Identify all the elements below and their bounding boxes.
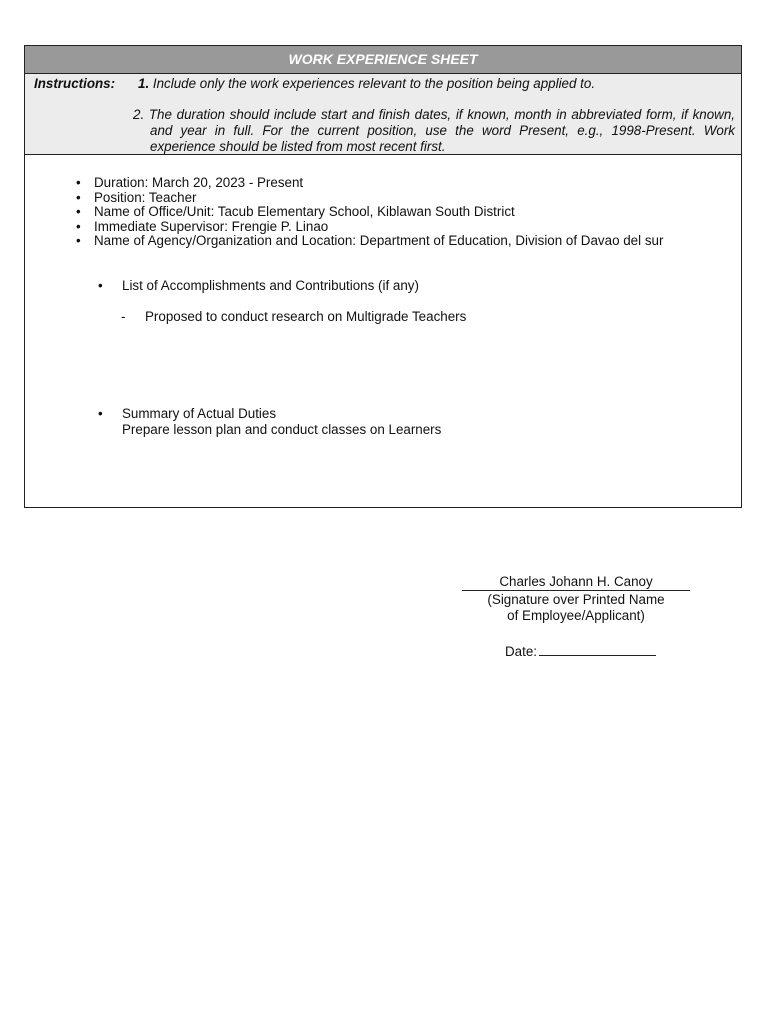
instructions-section	[25, 74, 741, 155]
signature-caption-line-2: of Employee/Applicant)	[507, 608, 645, 623]
office-text: Name of Office/Unit: Tacub Elementary School, Kiblawan South District	[94, 204, 515, 220]
list-item-position	[25, 191, 737, 206]
bullet-icon: •	[76, 175, 81, 190]
instruction-item-1	[138, 76, 595, 92]
duties-text: Prepare lesson plan and conduct classes on Learners	[122, 422, 442, 437]
list-item-agency	[25, 234, 737, 249]
date-field	[505, 643, 656, 659]
agency-text: Name of Agency/Organization and Location: Department of Education, Division of Davao del sur	[94, 233, 664, 249]
date-label: Date:	[505, 644, 538, 659]
bullet-icon: •	[76, 233, 81, 249]
sheet-title: WORK EXPERIENCE SHEET	[25, 46, 741, 74]
instruction-2-text: The duration should include start and finish dates, if known, month in abbreviated form, if known, and year in full. For the current position, use the word Present, e.g., 1998-Present. Work experience should be listed from most recent first.	[144, 107, 735, 154]
list-item-supervisor	[25, 220, 737, 235]
accomplishment-item: Proposed to conduct research on Multigrade Teachers	[145, 309, 467, 324]
instruction-1-text: Include only the work experiences relevant to the position being applied to.	[149, 76, 596, 91]
duration-text: Duration: March 20, 2023 - Present	[94, 175, 304, 190]
supervisor-text: Immediate Supervisor: Frengie P. Linao	[94, 218, 329, 234]
date-blank-line	[539, 643, 656, 656]
bullet-icon: •	[76, 204, 81, 220]
instruction-1-number: 1.	[138, 76, 150, 91]
experience-details-list	[25, 176, 737, 249]
signature-caption-line-1: (Signature over Printed Name	[487, 592, 665, 607]
duties-heading: Summary of Actual Duties	[122, 406, 277, 421]
work-experience-sheet	[24, 45, 742, 508]
dash-icon: -	[121, 309, 126, 324]
signature-block	[462, 574, 690, 624]
bullet-icon: •	[98, 406, 103, 421]
bullet-icon: •	[98, 278, 103, 293]
instruction-item-2	[133, 107, 735, 155]
bullet-icon: •	[76, 218, 81, 234]
instructions-label: Instructions:	[34, 76, 116, 91]
instruction-2-number: 2.	[133, 107, 145, 122]
list-item-office	[25, 205, 737, 220]
signatory-name: Charles Johann H. Canoy	[462, 574, 690, 591]
accomplishments-heading: List of Accomplishments and Contributions (if any)	[122, 278, 419, 293]
list-item-duration	[25, 176, 737, 191]
bullet-icon: •	[76, 189, 81, 205]
position-text: Position: Teacher	[94, 189, 197, 205]
